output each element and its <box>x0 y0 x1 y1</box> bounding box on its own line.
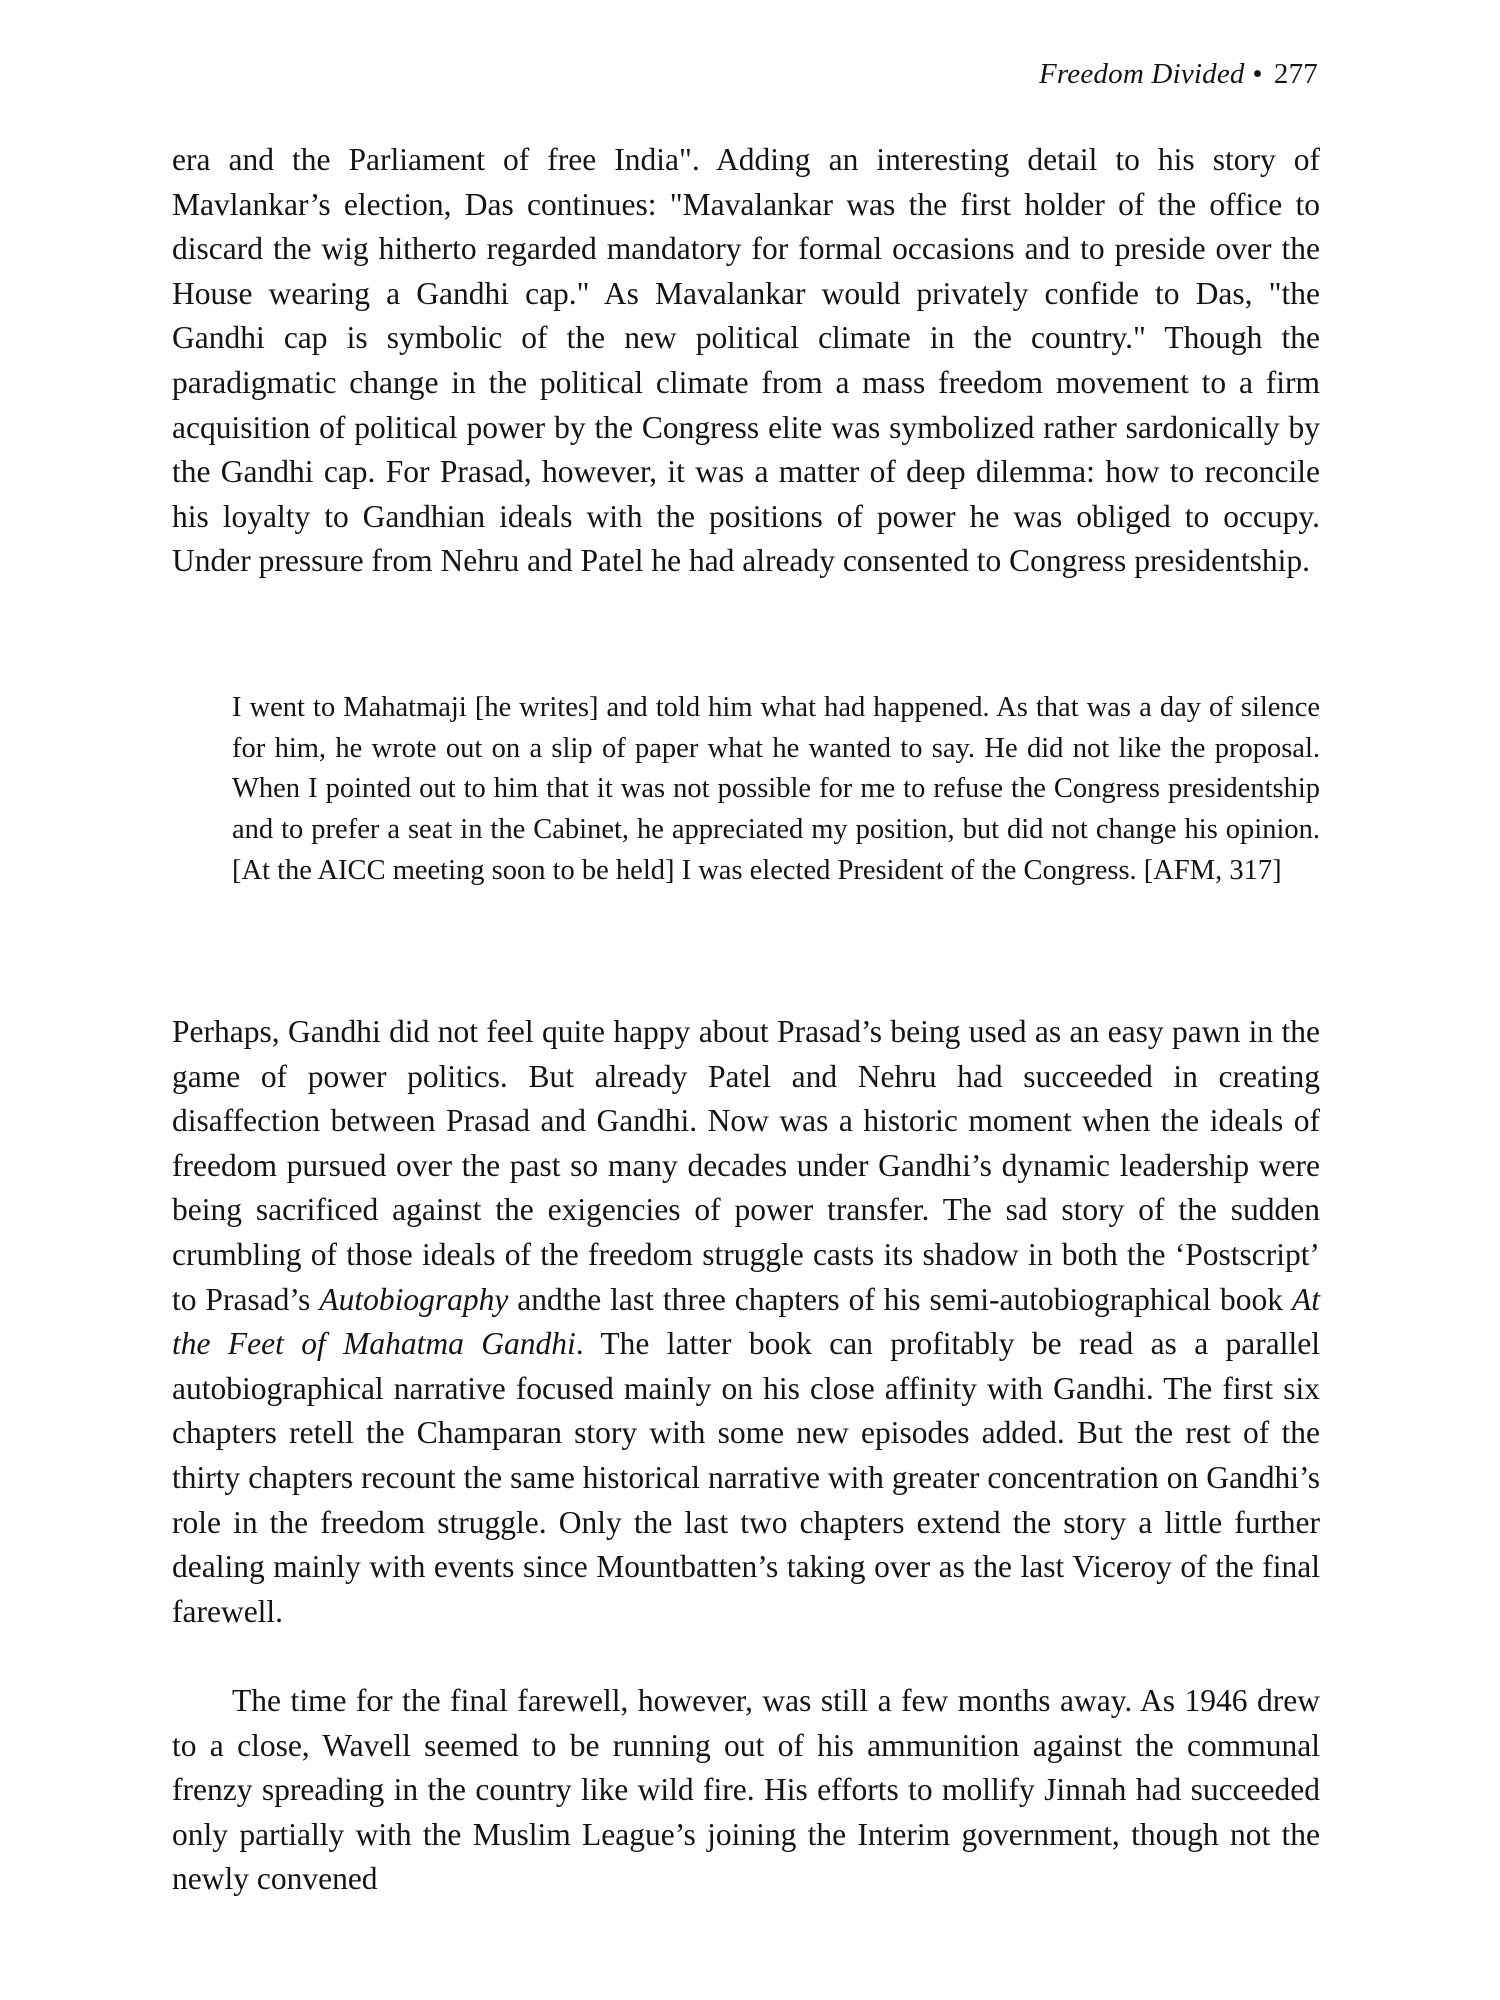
paragraph-1-text: era and the Parliament of free India". Adding an interesting detail to his story of Mavlankar’s election, Das continues: "Mavalankar was the first holder of the office to discard the wig hitherto regarded mandatory for formal occasions and to preside over the House wearing a Gandhi cap." As Mavalankar would privately confide to Das, "the Gandhi cap is symbolic of the new political climate in the country." Though the paradigmatic change in the political climate from a mass freedom movement to a firm acquisition of political power by the Congress elite was symbolized rather sardonically by the Gandhi cap. For Prasad, however, it was a matter of deep dilemma: how to reconcile his loyalty to Gandhian ideals with the positions of power he was obliged to occupy. Under pressure from Nehru and Patel he had already consented to Congress presidentship. <box>172 142 1320 579</box>
paragraph-2-text-c: . The latter book can profitably be read as a parallel autobiographical narrative focused mainly on his close affinity with Gandhi. The first six chapters retell the Champaran story with some new episodes added. But the rest of the thirty chapters recount the same historical narrative with greater concentration on Gandhi’s role in the freedom struggle. Only the last two chapters extend the story a little further dealing mainly with events since Mountbatten’s taking over as the last Viceroy of the final farewell. <box>172 1326 1320 1629</box>
book-title-autobiography: Autobiography <box>319 1281 509 1317</box>
running-header <box>1039 58 1318 91</box>
block-quote-text: I went to Mahatmaji [he writes] and told him what had happened. As that was a day of silence for him, he wrote out on a slip of paper what he wanted to say. He did not like the proposal. When I pointed out to him that it was not possible for me to refuse the Congress presidentship and to prefer a seat in the Cabinet, he appreciated my position, but did not change his opinion. [At the AICC meeting soon to be held] I was elected President of the Congress. [AFM, 317] <box>232 692 1320 886</box>
paragraph-3 <box>172 1679 1320 1902</box>
page-number: 277 <box>1273 58 1318 90</box>
paragraph-2-text-a: Perhaps, Gandhi did not feel quite happy about Prasad’s being used as an easy pawn in the game of power politics. But already Patel and Nehru had succeeded in creating disaffection between Prasad and Gandhi. Now was a historic moment when the ideals of freedom pursued over the past so many decades under Gandhi’s dynamic leadership were being sacrificed against the exigencies of power transfer. The sad story of the sudden crumbling of those ideals of the freedom struggle casts its shadow in both the ‘Postscript’ to Prasad’s <box>172 1014 1320 1317</box>
block-quote <box>232 688 1320 892</box>
paragraph-2 <box>172 1010 1320 1634</box>
paragraph-3-text: The time for the final farewell, however, was still a few months away. As 1946 drew to a close, Wavell seemed to be running out of his ammunition against the communal frenzy spreading in the country like wild fire. His efforts to mollify Jinnah had succeeded only partially with the Muslim League’s joining the Interim government, though not the newly convened <box>172 1683 1320 1897</box>
book-title-at-the-feet: At the Feet of Mahatma Gandhi <box>172 1281 1320 1362</box>
paragraph-2-text-b: andthe last three chapters of his semi-autobiographical book <box>508 1281 1292 1317</box>
paragraph-1 <box>172 138 1320 584</box>
running-title: Freedom Divided • <box>1038 58 1263 90</box>
